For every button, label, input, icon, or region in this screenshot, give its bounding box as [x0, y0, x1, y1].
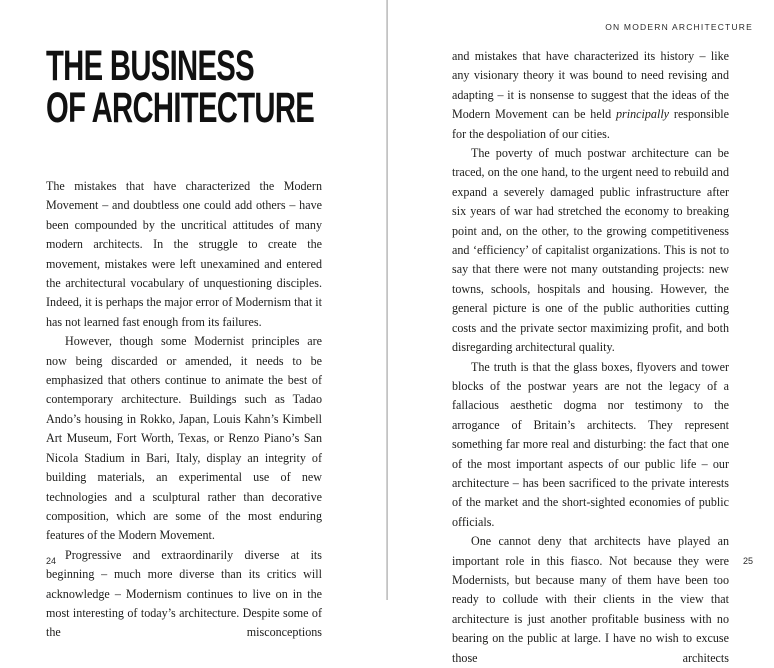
paragraph-text: and mistakes that have characterized its history – like any visionary theory it was bound to need revising and adapting – it is nonsense to suggest that the ideas of the Modern Movement can be held	[452, 49, 729, 122]
chapter-title	[46, 42, 315, 132]
page-number-left: 24	[46, 556, 57, 566]
paragraph: The truth is that the glass boxes, flyovers and tower blocks of the postwar years are not the legacy of a fallacious aesthetic dogma nor testimony to the arrogance of Britain’s architects. They represent something far more real and disturbing: the fact that one of the most important aspects of our public life – our architecture – has been sacrificed to the private interests of the market and the short-sighted economies of public officials.	[452, 359, 729, 529]
paragraph: However, though some Modernist principles are now being discarded or amended, it needs to be emphasized that others continue to animate the best of contemporary architecture. Buildings such as Tadao Ando’s housing in Rokko, Japan, Louis Kahn’s Kimbell Art Museum, Fort Worth, Texas, or Renzo Piano’s San Nicola Stadium in Bari, Italy, display an integrity of building materials, an experimental use of new technologies and a sculptural rather than decorative composition, which are some of the most enduring features of the Modern Movement.	[46, 334, 322, 543]
paragraph	[452, 47, 729, 144]
right-page	[388, 0, 774, 665]
chapter-title-line-1: THE BUSINESS	[46, 42, 254, 90]
running-head: ON MODERN ARCHITECTURE	[605, 22, 753, 32]
paragraph: The poverty of much postwar architecture can be traced, on the one hand, to the urgent need to rebuild and expand a severely damaged public infrastructure after six years of war had stretched the economy to breaking point and, on the other, to the growing competitiveness and ‘efficiency’ of capitalist organizations. This is not to say that there were not many outstanding projects: new towns, schools, hospitals and housing. However, the general picture is one of the public authorities cutting costs and the private sector maximizing profit, and both disregarding architectural quality.	[452, 146, 729, 355]
paragraph: The mistakes that have characterized the Modern Movement – and doubtless one could add others – have been compounded by the uncritical attitudes of many modern architects. In the struggle to create the movement, mistakes were left unexamined and entered the architectural vocabulary of unquestioning disciples. Indeed, it is perhaps the major error of Modernism that it has not learned fast enough from its failures.	[46, 179, 322, 329]
chapter-title-line-2: OF ARCHITECTURE	[46, 84, 315, 132]
page-number-right: 25	[742, 556, 753, 566]
left-body-text	[46, 177, 322, 643]
paragraph-text: responsible for the despoliation of our cities.	[452, 107, 729, 141]
right-body-text	[452, 47, 729, 668]
paragraph: One cannot deny that architects have played an important role in this fiasco. Not because they were Modernists, but because many of them have been too ready to collude with their clients in the view that architecture is just another profitable business with no bearing on the public at large. I have no wish to excuse those architects	[452, 534, 729, 665]
emphasized-word: principally	[615, 107, 670, 122]
paragraph: Progressive and extraordinarily diverse at its beginning – much more diverse than its critics will acknowledge – Modernism continues to live on in the most interesting of today’s architecture. Despite some of the misconceptions	[46, 547, 322, 640]
left-page	[0, 0, 386, 640]
